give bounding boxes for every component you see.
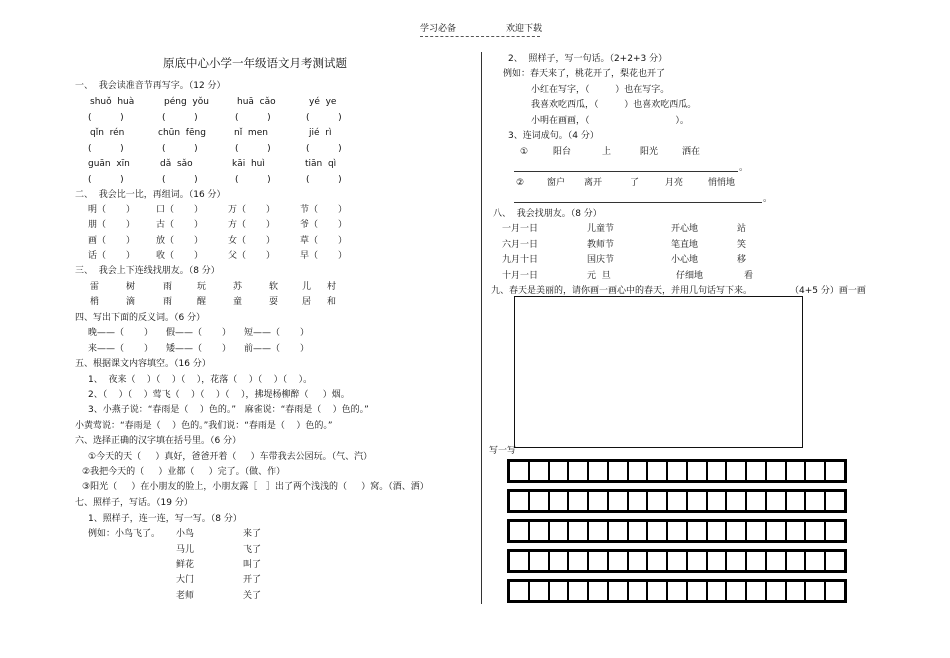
- grid-cell[interactable]: [569, 552, 587, 570]
- pinyin: kāi huì: [232, 159, 265, 169]
- grid-cell[interactable]: [787, 552, 805, 570]
- antonym-item: 前——（ ）: [244, 344, 310, 354]
- date-item: 一月一日: [502, 224, 539, 234]
- fill-line: 1、 夜来（ ）（ ）（ ），花落（ ）（ ）（ ）。: [88, 375, 313, 385]
- grid-cell[interactable]: [629, 582, 647, 600]
- grid-cell[interactable]: [688, 552, 706, 570]
- adverb-item: 小心地: [671, 255, 699, 265]
- q2-word: 窗户: [547, 178, 566, 188]
- char-bottom: 耍: [269, 297, 279, 307]
- s7-heading: 七、照样子，写话。（19 分）: [75, 498, 193, 508]
- adverb-item: 开心地: [671, 224, 699, 234]
- antonym-item: 短——（ ）: [244, 328, 310, 338]
- holiday-item: 国庆节: [587, 255, 615, 265]
- grid-cell[interactable]: [708, 462, 726, 480]
- grid-cell[interactable]: [629, 492, 647, 510]
- adverb-item: 笔直地: [671, 240, 699, 250]
- answer-paren: ( ): [306, 175, 342, 185]
- grid-row: [507, 549, 847, 573]
- char-top: 玩: [197, 282, 207, 292]
- grid-cell[interactable]: [609, 552, 627, 570]
- answer-line: [514, 171, 738, 172]
- connect-left-word: 小鸟: [176, 529, 195, 539]
- grid-cell[interactable]: [688, 522, 706, 540]
- grid-cell[interactable]: [569, 492, 587, 510]
- grid-cell[interactable]: [727, 552, 745, 570]
- grid-cell[interactable]: [589, 582, 607, 600]
- word-item: 话（ ）: [88, 251, 136, 261]
- grid-cell[interactable]: [688, 582, 706, 600]
- connect-left-word: 马儿: [176, 545, 195, 555]
- s3-heading: 三、 我会上下连线找朋友。（8 分）: [75, 266, 220, 276]
- q1-number: ①: [520, 147, 529, 157]
- grid-cell[interactable]: [767, 462, 785, 480]
- grid-cell[interactable]: [806, 492, 824, 510]
- fill-line: 3、小燕子说：“春雨是（ ）色的。” 麻雀说：“春雨是（ ）色的。”: [88, 405, 369, 415]
- grid-cell[interactable]: [629, 462, 647, 480]
- writing-grid[interactable]: [507, 459, 847, 605]
- antonym-item: 矮——（ ）: [166, 344, 232, 354]
- grid-cell[interactable]: [550, 582, 568, 600]
- s7-sub1: 1、照样子，连一连，写一写。（8 分）: [88, 514, 242, 524]
- fill-line: 小黄莺说：“春雨是（ ）色的。”我们说：“春雨是（ ）色的。”: [75, 421, 333, 431]
- s7-example: 例如：小鸟飞了。: [88, 529, 161, 539]
- grid-cell[interactable]: [688, 492, 706, 510]
- grid-cell[interactable]: [550, 492, 568, 510]
- grid-cell[interactable]: [826, 522, 844, 540]
- s2-heading: 二、 我会比一比，再组词。（16 分）: [75, 190, 226, 200]
- connect-right-word: 来了: [243, 529, 262, 539]
- grid-cell[interactable]: [510, 552, 528, 570]
- grid-cell[interactable]: [787, 582, 805, 600]
- grid-cell[interactable]: [826, 582, 844, 600]
- connect-right-word: 叫了: [243, 560, 262, 570]
- word-item: 收（ ）: [156, 251, 204, 261]
- grid-cell[interactable]: [668, 552, 686, 570]
- pinyin: péng yǒu: [164, 97, 209, 107]
- word-item: 爷（ ）: [300, 220, 348, 230]
- word-item: 明（ ）: [88, 205, 136, 215]
- grid-cell[interactable]: [767, 522, 785, 540]
- holiday-item: 儿童节: [587, 224, 615, 234]
- holiday-item: 教师节: [587, 240, 615, 250]
- q1-period: 。: [739, 163, 749, 173]
- antonym-item: 来——（ ）: [88, 344, 154, 354]
- word-item: 父（ ）: [228, 251, 276, 261]
- grid-cell[interactable]: [747, 582, 765, 600]
- char-bottom: 和: [327, 297, 337, 307]
- char-top: 雷: [90, 282, 100, 292]
- word-item: 早（ ）: [300, 251, 348, 261]
- q1-word: 阳台: [553, 147, 572, 157]
- grid-cell[interactable]: [767, 582, 785, 600]
- answer-paren: ( ): [162, 175, 198, 185]
- answer-paren: ( ): [306, 144, 342, 154]
- grid-cell[interactable]: [648, 582, 666, 600]
- connect-left-word: 大门: [176, 575, 195, 585]
- r2-heading: 2、 照样子，写一句话。（2+2+3 分）: [508, 54, 668, 64]
- grid-cell[interactable]: [708, 552, 726, 570]
- grid-cell[interactable]: [787, 522, 805, 540]
- word-item: 草（ ）: [300, 236, 348, 246]
- s5-heading: 五、根据课文内容填空。（16 分）: [75, 359, 211, 369]
- answer-paren: ( ): [306, 113, 342, 123]
- grid-cell[interactable]: [806, 552, 824, 570]
- word-item: 女（ ）: [228, 236, 276, 246]
- pinyin: qǐn rén: [90, 128, 125, 138]
- pinyin: tiān qì: [305, 159, 337, 169]
- pinyin: huā cǎo: [237, 97, 276, 107]
- choice-line: ②我把今天的（ ）业都（ ）完了。（做、作）: [82, 467, 286, 477]
- grid-cell[interactable]: [747, 492, 765, 510]
- pinyin: yé ye: [309, 97, 337, 107]
- connect-left-word: 鲜花: [176, 560, 195, 570]
- grid-cell[interactable]: [826, 462, 844, 480]
- drawing-box[interactable]: [514, 296, 803, 448]
- grid-cell[interactable]: [589, 462, 607, 480]
- grid-cell[interactable]: [668, 492, 686, 510]
- char-top: 村: [327, 282, 337, 292]
- grid-cell[interactable]: [727, 492, 745, 510]
- word-item: 节（ ）: [300, 205, 348, 215]
- grid-cell[interactable]: [806, 462, 824, 480]
- grid-cell[interactable]: [609, 462, 627, 480]
- grid-cell[interactable]: [648, 462, 666, 480]
- grid-cell[interactable]: [589, 552, 607, 570]
- grid-cell[interactable]: [609, 522, 627, 540]
- grid-cell[interactable]: [727, 462, 745, 480]
- grid-cell[interactable]: [510, 492, 528, 510]
- connect-right-word: 飞了: [243, 545, 262, 555]
- grid-cell[interactable]: [826, 552, 844, 570]
- date-item: 九月十日: [502, 255, 539, 265]
- char-top: 雨: [163, 282, 173, 292]
- grid-cell[interactable]: [629, 552, 647, 570]
- connect-right-word: 关了: [243, 591, 262, 601]
- answer-paren: ( ): [235, 175, 271, 185]
- char-bottom: 童: [233, 297, 243, 307]
- holiday-item: 元 旦: [587, 271, 611, 281]
- answer-paren: ( ): [235, 113, 271, 123]
- grid-cell[interactable]: [569, 462, 587, 480]
- grid-cell[interactable]: [550, 462, 568, 480]
- r2-line: 小明在画画，（ ）。: [531, 116, 689, 126]
- r3-heading: 3、连词成句。（4 分）: [508, 131, 599, 141]
- pinyin: dǎ sǎo: [160, 159, 193, 169]
- s9-score: （4+5 分）画一画: [790, 286, 866, 296]
- grid-cell[interactable]: [747, 552, 765, 570]
- connect-right-word: 开了: [243, 575, 262, 585]
- grid-cell[interactable]: [668, 462, 686, 480]
- word-item: 方（ ）: [228, 220, 276, 230]
- grid-cell[interactable]: [648, 552, 666, 570]
- grid-cell[interactable]: [629, 522, 647, 540]
- r2-line: 我喜欢吃西瓜，（ ）也喜欢吃西瓜。: [531, 100, 697, 110]
- answer-paren: ( ): [88, 175, 124, 185]
- grid-cell[interactable]: [708, 522, 726, 540]
- q1-word: 阳光: [640, 147, 659, 157]
- grid-row: [507, 519, 847, 543]
- choice-line: ③阳光（ ）在小朋友的脸上，小朋友露［ ］出了两个浅浅的（ ）窝。（酒、洒）: [82, 482, 429, 492]
- grid-cell[interactable]: [530, 552, 548, 570]
- q2-word: 月亮: [665, 178, 684, 188]
- q2-period: 。: [763, 194, 773, 204]
- date-item: 十月一日: [502, 271, 539, 281]
- r2-line: 小红在写字，（ ）也在写字。: [531, 85, 670, 95]
- pinyin: shuǒ huà: [90, 97, 135, 107]
- answer-paren: ( ): [88, 144, 124, 154]
- grid-cell[interactable]: [530, 582, 548, 600]
- answer-line: [514, 202, 762, 203]
- grid-cell[interactable]: [609, 492, 627, 510]
- verb-item: 移: [737, 255, 747, 265]
- grid-cell[interactable]: [550, 522, 568, 540]
- word-item: 古（ ）: [156, 220, 204, 230]
- write-label: 写一写: [489, 446, 517, 456]
- char-bottom: 居: [302, 297, 312, 307]
- word-item: 画（ ）: [88, 236, 136, 246]
- s4-heading: 四、写出下面的反义词。（6 分）: [75, 313, 206, 323]
- answer-paren: ( ): [235, 144, 271, 154]
- grid-cell[interactable]: [609, 582, 627, 600]
- header-right: 欢迎下载: [506, 24, 543, 34]
- grid-cell[interactable]: [708, 492, 726, 510]
- grid-cell[interactable]: [787, 462, 805, 480]
- char-bottom: 雨: [163, 297, 173, 307]
- pinyin: jié rì: [309, 128, 332, 138]
- q2-number: ②: [516, 178, 525, 188]
- grid-cell[interactable]: [767, 492, 785, 510]
- word-item: 朋（ ）: [88, 220, 136, 230]
- grid-cell[interactable]: [589, 522, 607, 540]
- char-top: 儿: [302, 282, 312, 292]
- grid-cell[interactable]: [510, 522, 528, 540]
- pinyin: nǐ men: [234, 128, 268, 138]
- char-bottom: 滴: [126, 297, 136, 307]
- grid-cell[interactable]: [510, 582, 528, 600]
- grid-cell[interactable]: [747, 522, 765, 540]
- char-bottom: 梢: [90, 297, 100, 307]
- pinyin: guān xīn: [88, 159, 130, 169]
- grid-cell[interactable]: [787, 492, 805, 510]
- s9-heading: 九、春天是美丽的，请你画一画心中的春天，并用几句话写下来。: [491, 286, 753, 296]
- connect-left-word: 老师: [176, 591, 195, 601]
- header-left: 学习必备: [420, 24, 457, 34]
- grid-cell[interactable]: [668, 522, 686, 540]
- q1-word: 洒在: [682, 147, 701, 157]
- grid-cell[interactable]: [767, 552, 785, 570]
- verb-item: 站: [737, 224, 747, 234]
- choice-line: ①今天的天（ ）真好，爸爸开着（ ）车带我去公园玩。（气、汽）: [88, 452, 373, 462]
- grid-cell[interactable]: [727, 582, 745, 600]
- char-bottom: 醒: [197, 297, 207, 307]
- verb-item: 笑: [737, 240, 747, 250]
- grid-cell[interactable]: [569, 522, 587, 540]
- answer-paren: ( ): [162, 144, 198, 154]
- grid-cell[interactable]: [708, 582, 726, 600]
- grid-cell[interactable]: [530, 522, 548, 540]
- pinyin: chūn fēng: [158, 128, 206, 138]
- grid-row: [507, 459, 847, 483]
- answer-paren: ( ): [88, 113, 124, 123]
- grid-cell[interactable]: [747, 462, 765, 480]
- q2-word: 了: [630, 178, 640, 188]
- grid-cell[interactable]: [826, 492, 844, 510]
- s6-heading: 六、选择正确的汉字填在括号里。（6 分）: [75, 436, 242, 446]
- q1-word: 上: [602, 147, 612, 157]
- adverb-item: 仔细地: [676, 271, 704, 281]
- grid-cell[interactable]: [589, 492, 607, 510]
- grid-cell[interactable]: [806, 522, 824, 540]
- grid-cell[interactable]: [806, 582, 824, 600]
- word-item: 口（ ）: [156, 205, 204, 215]
- s8-heading: 八、 我会找朋友。（8 分）: [493, 209, 602, 219]
- grid-cell[interactable]: [510, 462, 528, 480]
- grid-cell[interactable]: [648, 492, 666, 510]
- grid-cell[interactable]: [648, 522, 666, 540]
- column-divider: [481, 52, 482, 604]
- grid-row: [507, 489, 847, 513]
- s1-heading: 一、 我会读准音节再写字。（12 分）: [75, 81, 226, 91]
- grid-cell[interactable]: [530, 462, 548, 480]
- grid-cell[interactable]: [727, 522, 745, 540]
- grid-cell[interactable]: [668, 582, 686, 600]
- page-title: 原底中心小学一年级语文月考测试题: [163, 56, 347, 70]
- char-top: 软: [269, 282, 279, 292]
- fill-line: 2、（ ）（ ）莺飞（ ）（ ）（ ），拂堤杨柳醉（ ）烟。: [88, 390, 350, 400]
- verb-item: 看: [744, 271, 754, 281]
- q2-word: 离开: [584, 178, 603, 188]
- grid-cell[interactable]: [569, 582, 587, 600]
- word-item: 万（ ）: [228, 205, 276, 215]
- grid-cell[interactable]: [688, 462, 706, 480]
- grid-cell[interactable]: [530, 492, 548, 510]
- grid-row: [507, 579, 847, 603]
- char-top: 苏: [233, 282, 243, 292]
- char-top: 树: [126, 282, 136, 292]
- grid-cell[interactable]: [550, 552, 568, 570]
- r2-example: 例如：春天来了，桃花开了，梨花也开了: [503, 69, 666, 79]
- date-item: 六月一日: [502, 240, 539, 250]
- q2-word: 悄悄地: [708, 178, 736, 188]
- word-item: 放（ ）: [156, 236, 204, 246]
- antonym-item: 假——（ ）: [166, 328, 232, 338]
- answer-paren: ( ): [162, 113, 198, 123]
- antonym-item: 晚——（ ）: [88, 328, 154, 338]
